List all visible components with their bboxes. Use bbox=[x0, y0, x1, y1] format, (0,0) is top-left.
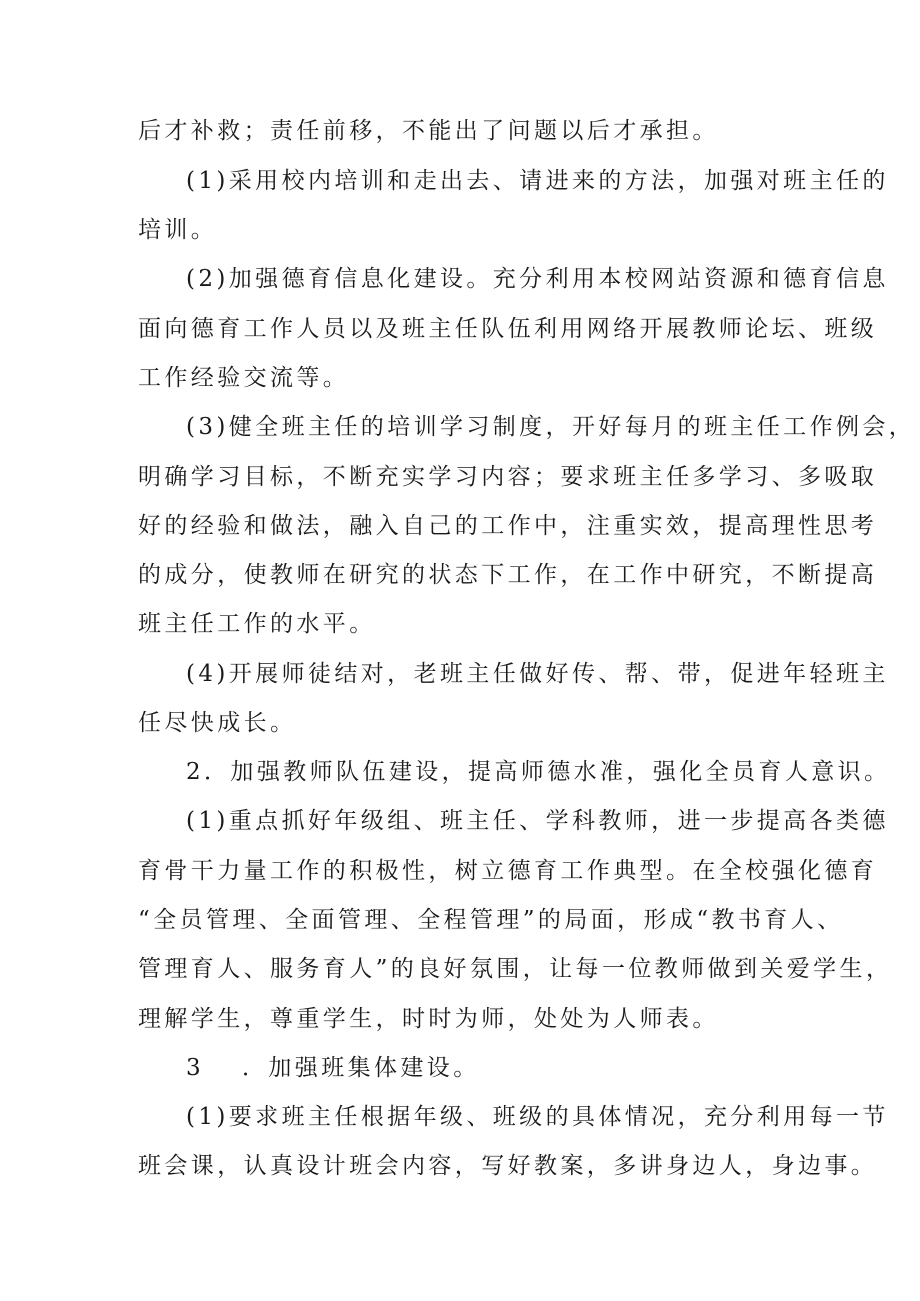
text-line: 任尽快成长。 bbox=[138, 710, 297, 736]
section-number: 3 bbox=[186, 1055, 205, 1081]
text-line: 班主任工作的水平。 bbox=[138, 611, 376, 637]
text-line: (1)重点抓好年级组、班主任、学科教师，进一步提高各类德 bbox=[186, 808, 889, 834]
text-line: 面向德育工作人员以及班主任队伍利用网络开展教师论坛、班级 bbox=[138, 316, 878, 342]
text-line: 好的经验和做法，融入自己的工作中，注重实效，提高理性思考 bbox=[138, 513, 878, 539]
text-line: (2)加强德育信息化建设。充分利用本校网站资源和德育信息 bbox=[186, 266, 889, 292]
section-title: ．加强班集体建设。 bbox=[242, 1055, 480, 1081]
text-line: “全员管理、全面管理、全程管理”的局面，形成“教书育人、 bbox=[138, 907, 844, 933]
section-heading bbox=[186, 1053, 866, 1083]
text-line: 培训。 bbox=[138, 217, 218, 243]
text-line: 理解学生，尊重学生，时时为师，处处为人师表。 bbox=[138, 1006, 719, 1032]
section-heading: 2．加强教师队伍建设，提高师德水准，强化全员育人意识。 bbox=[186, 759, 891, 785]
text-line: 班会课，认真设计班会内容，写好教案，多讲身边人，身边事。 bbox=[138, 1153, 878, 1179]
text-line: (1)要求班主任根据年级、班级的具体情况，充分利用每一节 bbox=[186, 1104, 889, 1130]
text-line: 明确学习目标，不断充实学习内容；要求班主任多学习、多吸取 bbox=[138, 464, 878, 490]
text-line: (4)开展师徒结对，老班主任做好传、帮、带，促进年轻班主 bbox=[186, 661, 889, 687]
text-line: 育骨干力量工作的积极性，树立德育工作典型。在全校强化德育 bbox=[138, 858, 878, 884]
text-line: 管理育人、服务育人”的良好氛围，让每一位教师做到关爱学生， bbox=[138, 956, 893, 982]
text-line: (1)采用校内培训和走出去、请进来的方法，加强对班主任的 bbox=[186, 168, 889, 194]
text-line: (3)健全班主任的培训学习制度，开好每月的班主任工作例会， bbox=[186, 414, 916, 440]
text-line: 的成分，使教师在研究的状态下工作，在工作中研究，不断提高 bbox=[138, 562, 878, 588]
text-line: 工作经验交流等。 bbox=[138, 365, 350, 391]
text-line: 后才补救；责任前移，不能出了问题以后才承担。 bbox=[138, 118, 719, 144]
